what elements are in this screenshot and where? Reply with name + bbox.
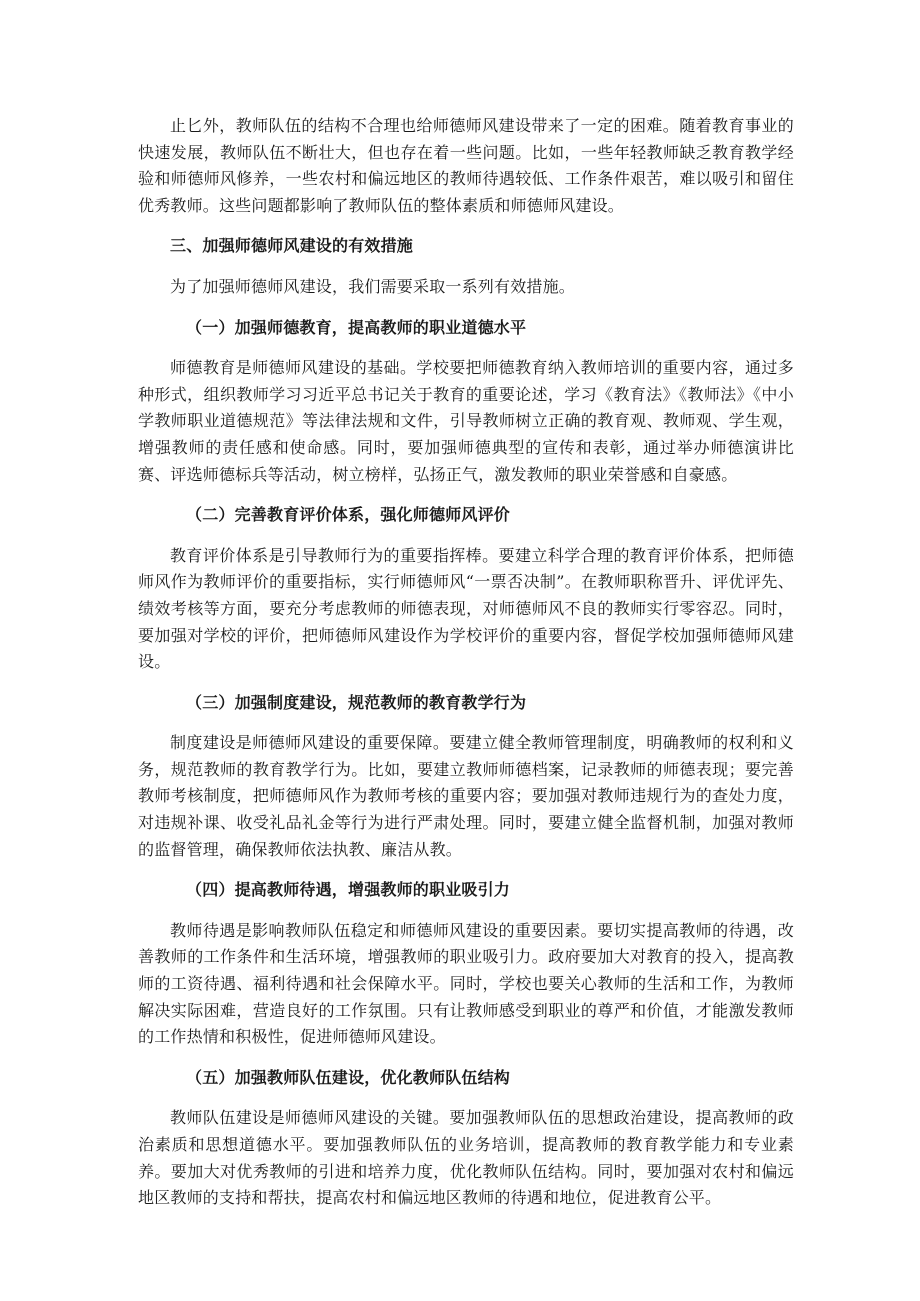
paragraph-gap [138, 863, 794, 877]
paragraph-gap [138, 488, 794, 502]
paragraph-gap [138, 341, 794, 355]
section-heading-measures: 三、加强师德师风建设的有效措施 [170, 236, 414, 256]
paragraph-team-building: 教师队伍建设是师德师风建设的关键。要加强教师队伍的思想政治建设，提高教师的政治素质和思想道德水平。要加强教师队伍的业务培训，提高教师的教育教学能力和专业素养。要加大对优秀教师的引进和培养力度，优化教师队伍结构。同时，要加强对农村和偏远地区教师的支持和帮扶，提高农村和偏远地区教师的待遇和地位，促进教育公平。 [138, 1108, 794, 1208]
paragraph-gap [138, 1091, 794, 1105]
subheading-institution-building: （三）加强制度建设，规范教师的教育教学行为 [186, 692, 527, 712]
paragraph-measures-intro: 为了加强师德师风建设，我们需要采取一系列有效措施。 [170, 276, 576, 296]
paragraph-gap [138, 716, 794, 730]
paragraph-gap [138, 260, 794, 274]
paragraph-gap [138, 219, 794, 233]
subheading-evaluation-system: （二）完善教育评价体系，强化师德师风评价 [186, 505, 511, 525]
paragraph-gap [138, 301, 794, 315]
subheading-ethics-education: （一）加强师德教育，提高教师的职业道德水平 [186, 317, 527, 337]
paragraph-teacher-treatment: 教师待遇是影响教师队伍稳定和师德师风建设的重要因素。要切实提高教师的待遇，改善教师的工作条件和生活环境，增强教师的职业吸引力。政府要加大对教育的投入，提高教师的工资待遇、福利待遇和社会保障水平。同时，学校也要关心教师的生活和工作，为教师解决实际困难，营造良好的工作氛围。只有让教师感受到职业的尊严和价值，才能激发教师的工作热情和积极性，促进师德师风建设。 [138, 920, 794, 1047]
paragraph-gap [138, 676, 794, 690]
document-body [138, 113, 794, 1212]
paragraph-evaluation-system: 教育评价体系是引导教师行为的重要指挥棒。要建立科学合理的教育评价体系，把师德师风作为教师评价的重要指标，实行师德师风“一票否决制”。在教师职称晋升、评优评先、绩效考核等方面，要充分考虑教师的师德表现，对师德师风不良的教师实行零容忍。同时，要加强对学校的评价，把师德师风建设作为学校评价的重要内容，督促学校加强师德师风建设。 [138, 545, 794, 672]
paragraph-teacher-structure: 止匕外，教师队伍的结构不合理也给师德师风建设带来了一定的困难。随着教育事业的快速发展，教师队伍不断壮大，但也存在着一些问题。比如，一些年轻教师缺乏教育教学经验和师德师风修养，一些农村和偏远地区的教师待遇较低、工作条件艰苦，难以吸引和留住优秀教师。这些问题都影响了教师队伍的整体素质和师德师风建设。 [138, 116, 794, 215]
subheading-teacher-treatment: （四）提高教师待遇，增强教师的职业吸引力 [186, 880, 511, 900]
paragraph-gap [138, 1051, 794, 1065]
paragraph-institution-building: 制度建设是师德师风建设的重要保障。要建立健全教师管理制度，明确教师的权利和义务，规范教师的教育教学行为。比如，要建立教师师德档案，记录教师的师德表现；要完善教师考核制度，把师德师风作为教师考核的重要内容；要加强对教师违规行为的查处力度，对违规补课、收受礼品礼金等行为进行严肃处理。同时，要建立健全监督机制，加强对教师的监督管理，确保教师依法执教、廉洁从教。 [138, 733, 794, 859]
paragraph-gap [138, 529, 794, 543]
paragraph-gap [138, 904, 794, 918]
paragraph-ethics-education: 师德教育是师德师风建设的基础。学校要把师德教育纳入教师培训的重要内容，通过多种形式，组织教师学习习近平总书记关于教育的重要论述，学习《教育法》《教师法》《中小学教师职业道德规范》等法律法规和文件，引导教师树立正确的教育观、教师观、学生观，增强教师的责任感和使命感。同时，要加强师德典型的宣传和表彰，通过举办师德演讲比赛、评选师德标兵等活动，树立榜样，弘扬正气，激发教师的职业荣誉感和自豪感。 [138, 358, 794, 484]
subheading-team-building: （五）加强教师队伍建设，优化教师队伍结构 [186, 1067, 511, 1087]
